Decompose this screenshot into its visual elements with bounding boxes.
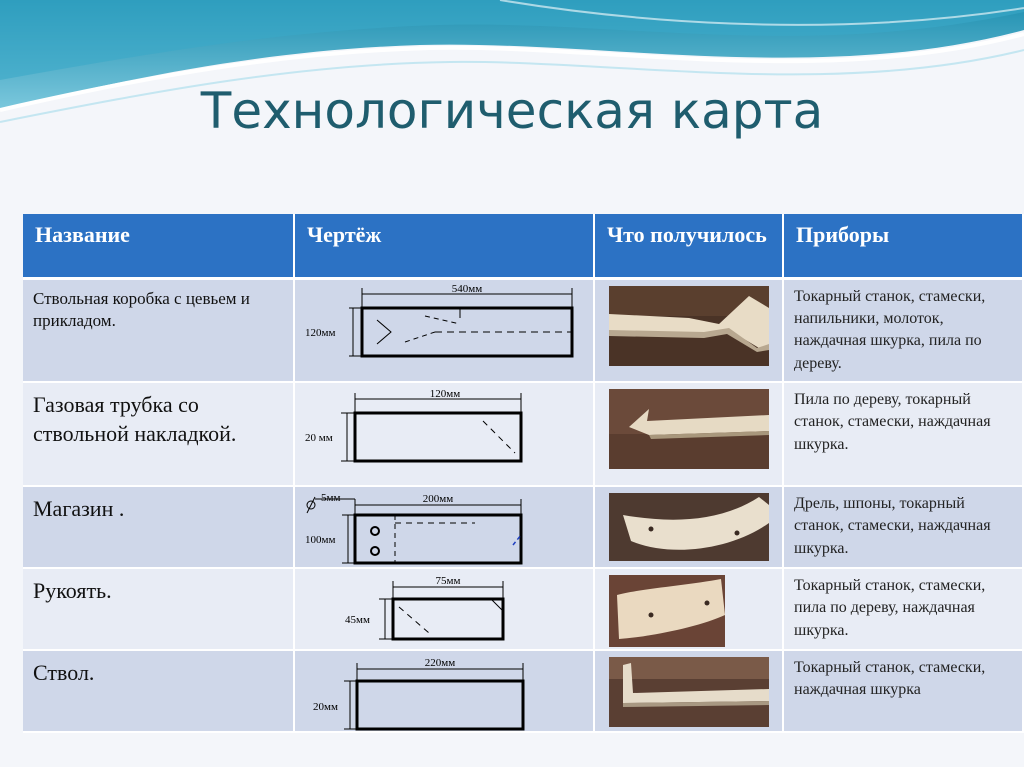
table-row	[23, 650, 1023, 732]
dimension-height: 120мм	[305, 326, 336, 339]
dimension-diameter: 5мм	[321, 492, 341, 504]
part-drawing	[295, 651, 593, 731]
result-photo-grip	[609, 575, 725, 647]
drawing-cell	[294, 568, 594, 650]
table-row	[23, 568, 1023, 650]
tools-list: Токарный станок, стамески, наждачная шкурка	[783, 650, 1023, 732]
dimension-length: 120мм	[429, 388, 461, 400]
part-drawing	[295, 487, 593, 567]
part-drawing	[295, 280, 593, 380]
result-photo-cell	[594, 278, 783, 382]
table-header-row	[23, 214, 1023, 278]
header-tools: Приборы	[783, 214, 1023, 278]
tools-list: Дрель, шпоны, токарный станок, стамески, наждачная шкурка.	[783, 486, 1023, 568]
part-drawing	[295, 569, 593, 649]
result-photo-stock	[609, 286, 769, 366]
drawing-cell	[294, 382, 594, 486]
tools-list: Токарный станок, стамески, пила по дереву, наждачная шкурка.	[783, 568, 1023, 650]
header-name: Название	[23, 214, 294, 278]
header-drawing: Чертёж	[294, 214, 594, 278]
tools-list: Пила по дереву, токарный станок, стамески, наждачная шкурка.	[783, 382, 1023, 486]
table-row	[23, 382, 1023, 486]
part-name: Рукоять.	[23, 568, 294, 650]
table-row	[23, 486, 1023, 568]
result-photo-cell	[594, 486, 783, 568]
drawing-cell	[294, 486, 594, 568]
result-photo-barrel	[609, 657, 769, 727]
result-photo-gas-tube	[609, 389, 769, 469]
page-title: Технологическая карта	[200, 82, 824, 140]
part-name: Газовая трубка со ствольной накладкой.	[23, 382, 294, 486]
header-result: Что получилось	[594, 214, 783, 278]
drawing-cell	[294, 278, 594, 382]
tech-card-table	[23, 214, 1024, 733]
dimension-height: 100мм	[305, 534, 336, 546]
part-name: Ствольная коробка с цевьем и прикладом.	[23, 278, 294, 382]
dimension-length: 540мм	[451, 282, 483, 295]
result-photo-magazine	[609, 493, 769, 561]
dimension-height: 45мм	[345, 614, 370, 626]
part-name: Магазин .	[23, 486, 294, 568]
dimension-length: 200мм	[422, 493, 454, 505]
dimension-length: 75мм	[435, 575, 461, 587]
drawing-cell	[294, 650, 594, 732]
result-photo-cell	[594, 650, 783, 732]
dimension-length: 220мм	[424, 657, 456, 669]
part-name: Ствол.	[23, 650, 294, 732]
table-row	[23, 278, 1023, 382]
result-photo-cell	[594, 568, 783, 650]
dimension-height: 20мм	[313, 701, 338, 713]
part-drawing	[295, 383, 593, 483]
dimension-height: 20 мм	[305, 432, 333, 444]
tools-list: Токарный станок, стамески, напильники, молоток, наждачная шкурка, пила по дереву.	[783, 278, 1023, 382]
result-photo-cell	[594, 382, 783, 486]
